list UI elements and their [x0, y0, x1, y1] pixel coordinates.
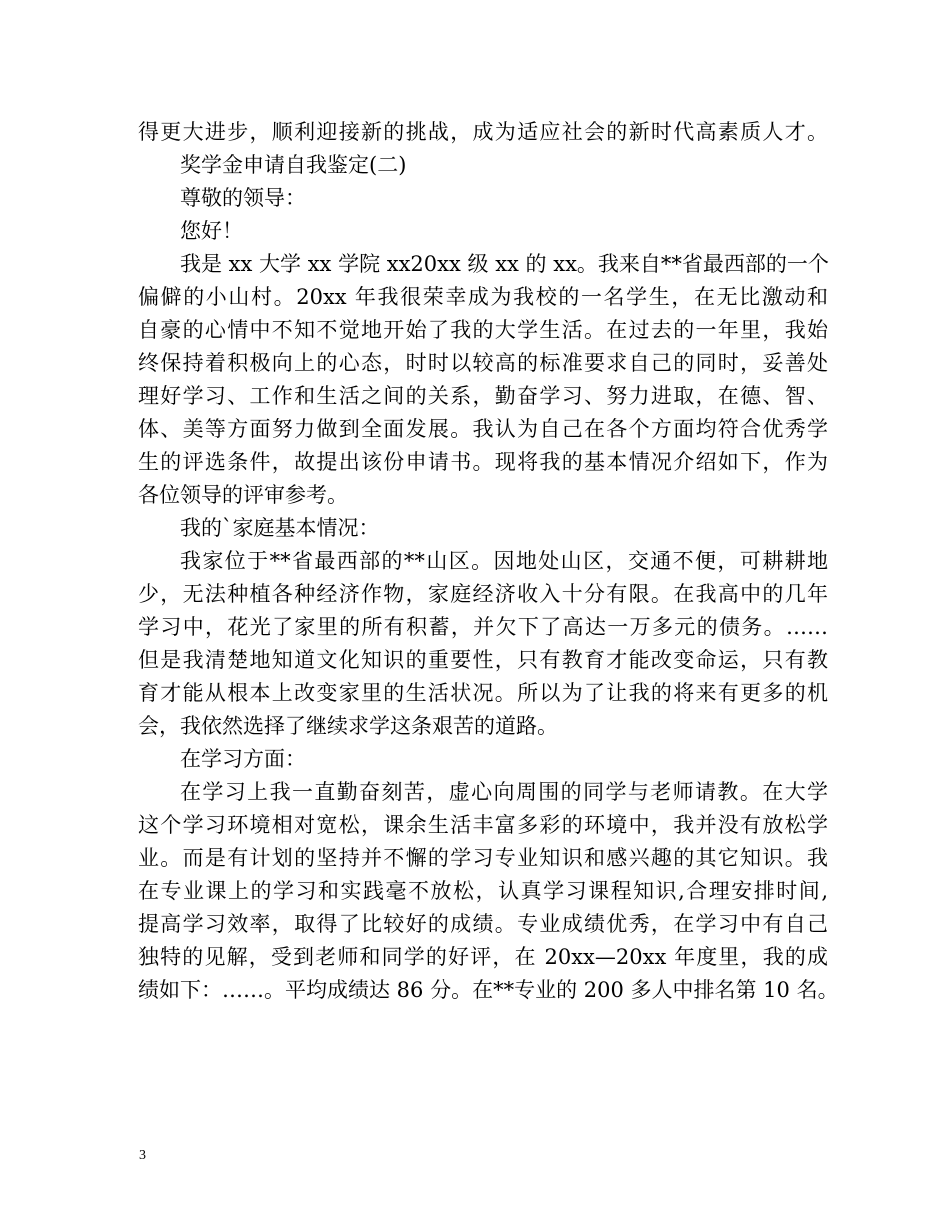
paragraph-line: 各位领导的评审参考。	[138, 483, 348, 507]
paragraph-line: 我家位于**省最西部的**山区。因地处山区，交通不便，可耕耕地	[180, 549, 828, 573]
paragraph-line: 体、美等方面努力做到全面发展。我认为自己在各个方面均符合优秀学	[138, 417, 828, 441]
paragraph-line: 我是 xx 大学 xx 学院 xx20xx 级 xx 的 xx。我来自**省最西部的一个	[180, 252, 829, 276]
paragraph-line: 少，无法种植各种经济作物，家庭经济收入十分有限。在我高中的几年	[138, 582, 828, 606]
paragraph-line: 提高学习效率，取得了比较好的成绩。专业成绩优秀，在学习中有自己	[138, 912, 828, 936]
section-heading-family: 我的`家庭基本情况：	[180, 516, 380, 540]
salutation: 尊敬的领导：	[180, 186, 306, 210]
paragraph-line: 业。而是有计划的坚持并不懈的学习专业知识和感兴趣的其它知识。我	[138, 846, 828, 870]
paragraph-line: 终保持着积极向上的心态，时时以较高的标准要求自己的同时，妥善处	[138, 351, 828, 375]
document-body	[138, 116, 839, 1007]
paragraph-line: 在专业课上的学习和实践毫不放松，认真学习课程知识,合理安排时间,	[138, 879, 828, 903]
paragraph-line: 但是我清楚地知道文化知识的重要性，只有教育才能改变命运，只有教	[138, 648, 828, 672]
paragraph-line: 偏僻的小山村。20xx 年我很荣幸成为我校的一名学生，在无比激动和	[138, 285, 828, 309]
paragraph-line: 会，我依然选择了继续求学这条艰苦的道路。	[138, 714, 558, 738]
paragraph-line: 理好学习、工作和生活之间的关系，勤奋学习、努力进取，在德、智、	[138, 384, 828, 408]
page-number: 3	[139, 1148, 146, 1163]
paragraph-line: 在学习上我一直勤奋刻苦，虚心向周围的同学与老师请教。在大学	[180, 780, 828, 804]
paragraph-line: 学习中，花光了家里的所有积蓄，并欠下了高达一万多元的债务。……	[138, 615, 828, 639]
paragraph-line: 绩如下：……。平均成绩达 86 分。在**专业的 200 多人中排名第 10 名。	[138, 978, 839, 1002]
paragraph-line: 自豪的心情中不知不觉地开始了我的大学生活。在过去的一年里，我始	[138, 318, 828, 342]
section-title: 奖学金申请自我鉴定(二)	[180, 153, 407, 177]
section-heading-study: 在学习方面：	[180, 747, 306, 771]
paragraph-line: 得更大进步，顺利迎接新的挑战，成为适应社会的新时代高素质人才。	[138, 120, 828, 144]
paragraph-line: 生的评选条件，故提出该份申请书。现将我的基本情况介绍如下，作为	[138, 450, 828, 474]
greeting: 您好！	[180, 219, 243, 243]
paragraph-line: 这个学习环境相对宽松，课余生活丰富多彩的环境中，我并没有放松学	[138, 813, 828, 837]
paragraph-line: 育才能从根本上改变家里的生活状况。所以为了让我的将来有更多的机	[138, 681, 828, 705]
paragraph-line: 独特的见解，受到老师和同学的好评，在 20xx—20xx 年度里，我的成	[138, 945, 828, 969]
